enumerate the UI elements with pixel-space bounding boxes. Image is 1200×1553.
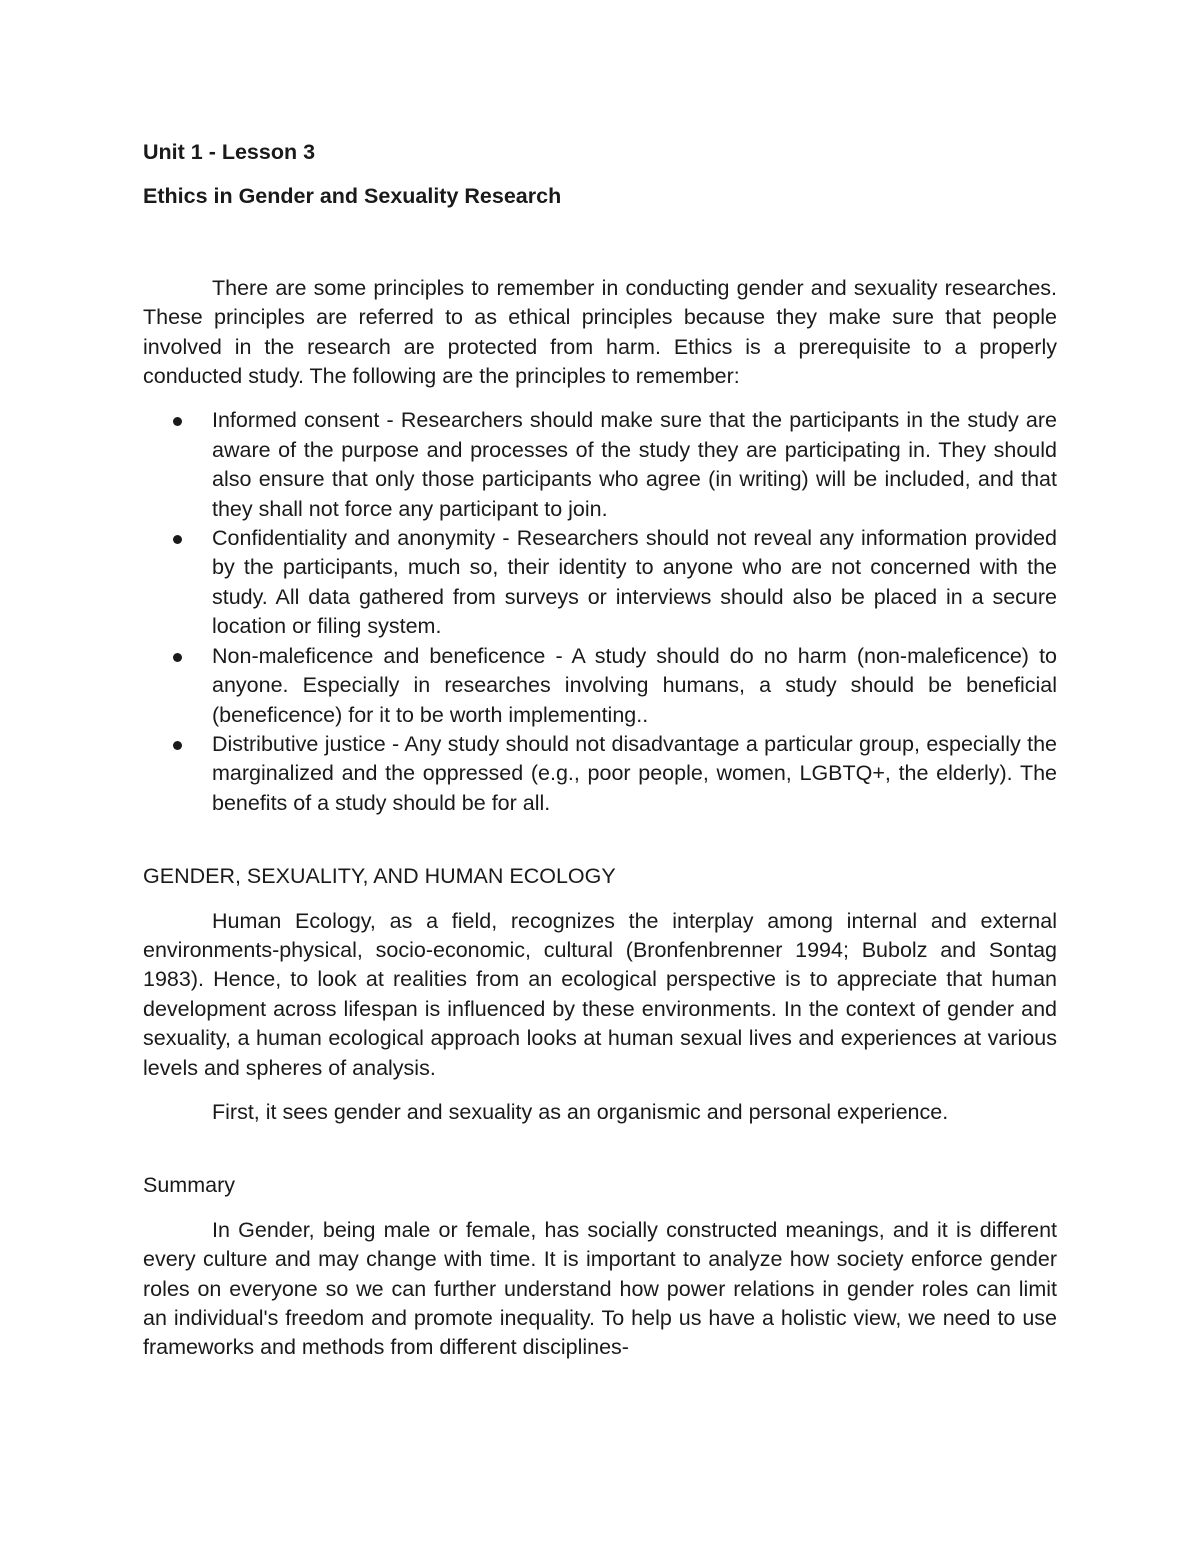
bullet-icon [173, 741, 182, 750]
bullet-icon [173, 417, 182, 426]
lesson-unit-heading: Unit 1 - Lesson 3 [143, 140, 316, 164]
ecology-section-heading: GENDER, SEXUALITY, AND HUMAN ECOLOGY [143, 864, 616, 889]
principle-text: Confidentiality and anonymity - Researchers should not reveal any information provided by the participants, much so, their identity to anyone who are not concerned with the study. All data gathered from surveys or interviews should also be placed in a secure location or filing system. [212, 526, 1057, 639]
list-item-informed-consent [212, 406, 1057, 524]
principle-text: Distributive justice - Any study should not disadvantage a particular group, especially the marginalized and the oppressed (e.g., poor people, women, LGBTQ+, the elderly). The benefits of a study should be for all. [212, 731, 1057, 815]
bullet-icon [173, 535, 182, 544]
lesson-title: Ethics in Gender and Sexuality Research [143, 184, 562, 209]
principles-list [143, 406, 1057, 818]
principle-text: Non-maleficence and beneficence - A study should do no harm (non-maleficence) to anyone. Especially in researches involving humans, a study should be beneficial (beneficence) for it to be worth implementing.. [212, 643, 1057, 727]
ecology-first-paragraph: First, it sees gender and sexuality as an organismic and personal experience. [212, 1099, 949, 1124]
document-page [143, 138, 1057, 1363]
list-item-confidentiality [212, 524, 1057, 642]
ecology-paragraph: Human Ecology, as a field, recognizes the interplay among internal and external environments-physical, socio-economic, cultural (Bronfenbrenner 1994; Bubolz and Sontag 1983). Hence, to look at realities from an ecological perspective is to appreciate that human development across lifespan is influenced by these environments. In the context of gender and sexuality, a human ecological approach looks at human sexual lives and experiences at various levels and spheres of analysis. [143, 908, 1057, 1080]
summary-paragraph: In Gender, being male or female, has socially constructed meanings, and it is different every culture and may change with time. It is important to analyze how society enforce gender roles on everyone so we can further understand how power relations in gender roles can limit an individual's freedom and promote inequality. To help us have a holistic view, we need to use frameworks and methods from different disciplines- [143, 1217, 1057, 1360]
list-item-non-maleficence [212, 642, 1057, 730]
summary-heading: Summary [143, 1173, 235, 1198]
bullet-icon [173, 653, 182, 662]
list-item-distributive-justice [212, 730, 1057, 818]
principle-text: Informed consent - Researchers should make sure that the participants in the study are aware of the purpose and processes of the study they are participating in. They should also ensure that only those participants who agree (in writing) will be included, and that they shall not force any participant to join. [212, 408, 1057, 521]
intro-paragraph: There are some principles to remember in conducting gender and sexuality researches. These principles are referred to as ethical principles because they make sure that people involved in the research are protected from harm. Ethics is a prerequisite to a properly conducted study. The following are the principles to remember: [143, 275, 1057, 389]
